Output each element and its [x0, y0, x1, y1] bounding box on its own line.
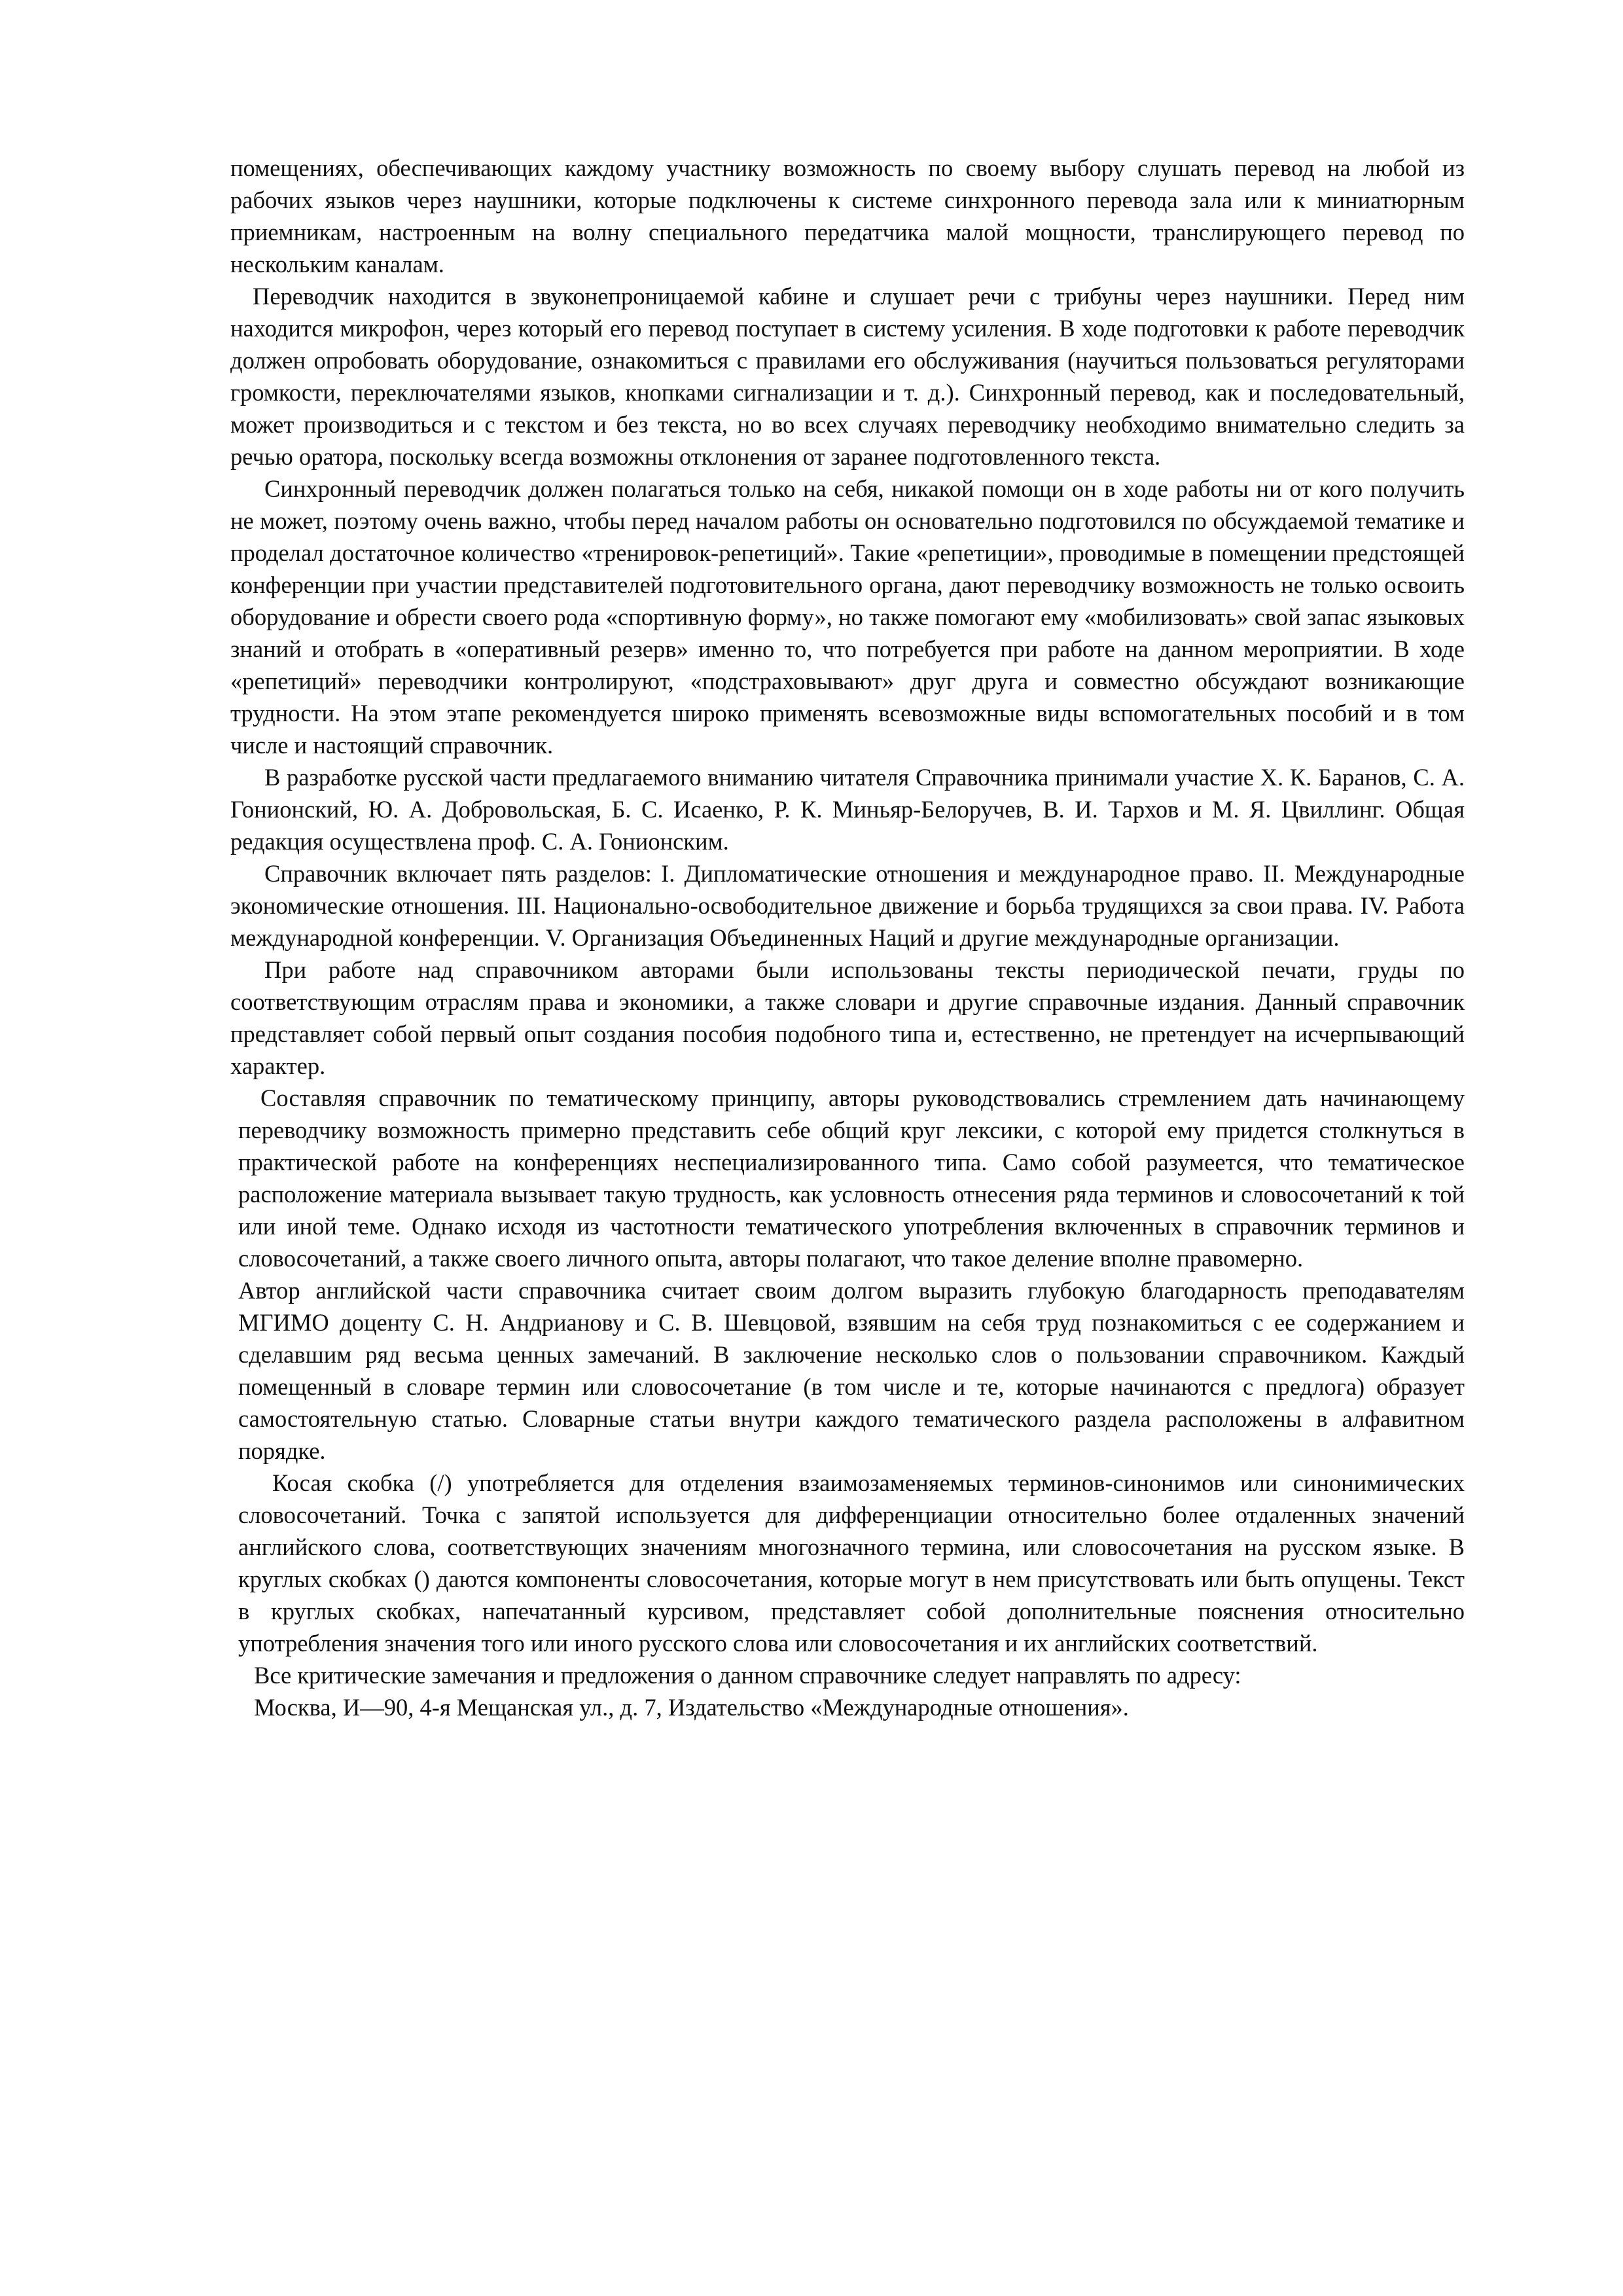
- document-page: [230, 152, 1465, 1723]
- paragraph-intro-continuation: помещениях, обеспечивающих каждому участнику возможность по своему выбору слушать перевод на любой из рабочих языков через наушники, которые подключены к системе синхронного перевода зала или к миниатюрным приемникам, настроенным на волну специального передатчика малой мощности, транслирующего перевод по нескольким каналам.: [230, 154, 1465, 278]
- paragraph-contributors: В разработке русской части предлагаемого вниманию читателя Справочника принимали участие Х. К. Баранов, С. А. Гонионский, Ю. А. Добровольская, Б. С. Исаенко, Р. К. Миньяр-Белоручев, В. И. Тархов и М. Я. Цвиллинг. Общая редакция осуществлена проф. С. А. Гонионским.: [230, 764, 1465, 855]
- paragraph-sources: При работе над справочником авторами были использованы тексты периодической печати, груды по соответствующим отраслям права и экономики, а также словари и другие справочные издания. Данный справочник представляет собой первый опыт создания пособия подобного типа и, естественно, не претендует на исчерпывающий характер.: [230, 956, 1465, 1079]
- closing-line-address: Москва, И—90, 4-я Мещанская ул., д. 7, Издательство «Международные отношения».: [254, 1694, 1129, 1721]
- paragraph-thematic-principle: Составляя справочник по тематическому принципу, авторы руководствовались стремлением дать начинающему переводчику возможность примерно представить себе общий круг лексики, с которой ему придется столкнуться в практической работе на конференциях неспециализированного типа. Само собой разумеется, что тематическое расположение материала вызывает такую трудность, как условность отнесения ряда терминов и словосочетаний к той или иной теме. Однако исходя из частотности тематического употребления включенных в справочник терминов и словосочетаний, а также своего личного опыта, авторы полагают, что такое деление вполне правомерно.: [238, 1085, 1465, 1272]
- paragraph-sections: Справочник включает пять разделов: I. Дипломатические отношения и международное право. II. Международные экономические отношения. III. Национально-освободительное движение и борьба трудящихся за свои права. IV. Работа международной конференции. V. Организация Объединенных Наций и другие международные организации.: [230, 860, 1465, 951]
- paragraph-notation: Косая скобка (/) употребляется для отделения взаимозаменяемых терминов-синонимов или синонимических словосочетаний. Точка с запятой используется для дифференциации относительно более отдаленных значений английского слова, соответствующих значениям многозначного термина, или словосочетания на русском языке. В круглых скобках () даются компоненты словосочетания, которые могут в нем присутствовать или быть опущены. Текст в круглых скобках, напечатанный курсивом, представляет собой дополнительные пояснения относительно употребления значения того или иного русского слова или словосочетания и их английских соответствий.: [238, 1469, 1465, 1657]
- paragraph-rehearsals: Синхронный переводчик должен полагаться только на себя, никакой помощи он в ходе работы ни от кого получить не может, поэтому очень важно, чтобы перед началом работы он основательно подготовился по обсуждаемой тематике и проделал достаточное количество «тренировок-репетиций». Такие «репетиции», проводимые в помещении предстоящей конференции при участии представителей подготовительного органа, дают переводчику возможность не только освоить оборудование и обрести своего рода «спортивную форму», но также помогают ему «мобилизовать» свой запас языковых знаний и отобрать в «оперативный резерв» именно то, что потребуется при работе на данном мероприятии. В ходе «репетиций» переводчики контролируют, «подстраховывают» друг друга и совместно обсуждают возникающие трудности. На этом этапе рекомендуется широко применять всевозможные виды вспомогательных пособий и в том числе и настоящий справочник.: [230, 475, 1465, 759]
- paragraph-interpreter-booth: Переводчик находится в звуконепроницаемой кабине и слушает речи с трибуны через наушники. Перед ним находится микрофон, через который его перевод поступает в систему усиления. В ходе подготовки к работе переводчик должен опробовать оборудование, ознакомиться с правилами его обслуживания (научиться пользоваться регуляторами громкости, переключателями языков, кнопками сигнализации и т. д.). Синхронный перевод, как и последовательный, может производиться и с текстом и без текста, но во всех случаях переводчику необходимо внимательно следить за речью оратора, поскольку всегда возможны отклонения от заранее подготовленного текста.: [230, 283, 1465, 470]
- closing-line-feedback: Все критические замечания и предложения о данном справочнике следует направлять по адресу:: [254, 1662, 1241, 1689]
- paragraph-acknowledgements: Автор английской части справочника считает своим долгом выразить глубокую благодарность преподавателям МГИМО доценту С. Н. Андрианову и С. В. Шевцовой, взявшим на себя труд познакомиться с ее содержанием и сделавшим ряд весьма ценных замечаний. В заключение несколько слов о пользовании справочником. Каждый помещенный в словаре термин или словосочетание (в том числе и те, которые начинаются с предлога) образует самостоятельную статью. Словарные статьи внутри каждого тематического раздела расположены в алфавитном порядке.: [238, 1277, 1465, 1464]
